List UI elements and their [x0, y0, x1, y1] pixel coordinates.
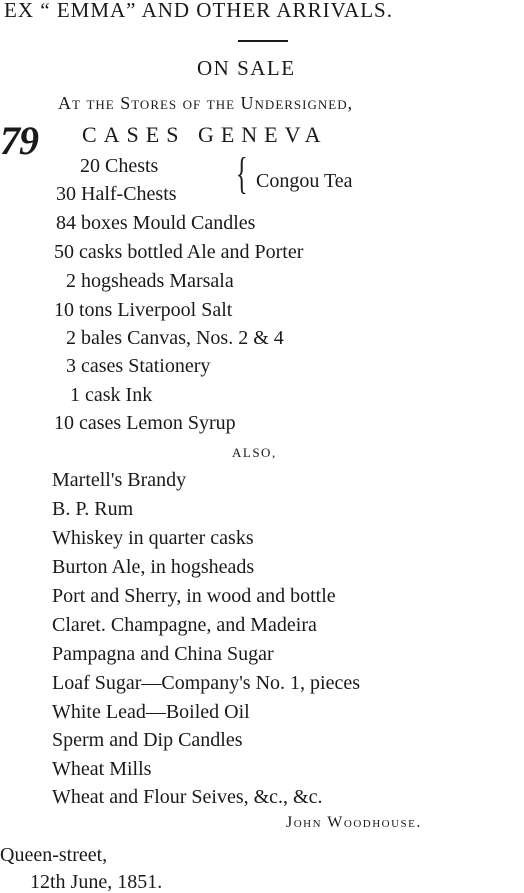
list-item: 10 cases Lemon Syrup: [54, 412, 236, 434]
list-item: Port and Sherry, in wood and bottle: [52, 585, 336, 607]
list-item: 1 cask Ink: [70, 384, 153, 406]
list-item: Burton Ale, in hogsheads: [52, 556, 255, 578]
list-item: 50 casks bottled Ale and Porter: [54, 241, 304, 263]
list-item: Wheat and Flour Seives, &c., &c.: [52, 786, 323, 808]
list-item: 84 boxes Mould Candles: [56, 212, 256, 234]
list-item: 2 bales Canvas, Nos. 2 & 4: [66, 327, 284, 349]
headline: EX “ EMMA” AND OTHER ARRIVALS.: [4, 0, 393, 22]
list-item: White Lead—Boiled Oil: [52, 701, 250, 723]
signature: John Woodhouse.: [286, 814, 422, 831]
date-line: 12th June, 1851.: [30, 871, 163, 893]
tea-label: Congou Tea: [256, 170, 353, 192]
list-item: Claret. Champagne, and Madeira: [52, 614, 317, 636]
also-label: ALSO,: [232, 445, 277, 460]
list-item: Whiskey in quarter casks: [52, 527, 254, 549]
list-item: B. P. Rum: [52, 498, 134, 520]
list-item: 2 hogsheads Marsala: [66, 270, 234, 292]
list-item: Wheat Mills: [52, 758, 152, 780]
geneva-label: CASES GENEVA: [82, 122, 328, 147]
tea-chests: 20 Chests: [80, 155, 159, 177]
stores-line: At the Stores of the Undersigned,: [58, 93, 354, 113]
list-item: Martell's Brandy: [52, 469, 187, 491]
list-item: Loaf Sugar—Company's No. 1, pieces: [52, 672, 360, 694]
list-item: Pampagna and China Sugar: [52, 643, 274, 665]
title-divider: [238, 40, 288, 42]
list-item: Sperm and Dip Candles: [52, 729, 243, 751]
tea-half-chests: 30 Half-Chests: [56, 183, 177, 205]
on-sale-heading: ON SALE: [197, 56, 296, 80]
place-line: Queen-street,: [0, 844, 108, 866]
list-item: 10 tons Liverpool Salt: [54, 299, 233, 321]
list-item: 3 cases Stationery: [66, 355, 211, 377]
geneva-quantity: 79: [0, 118, 38, 163]
brace-icon: {: [236, 149, 248, 198]
